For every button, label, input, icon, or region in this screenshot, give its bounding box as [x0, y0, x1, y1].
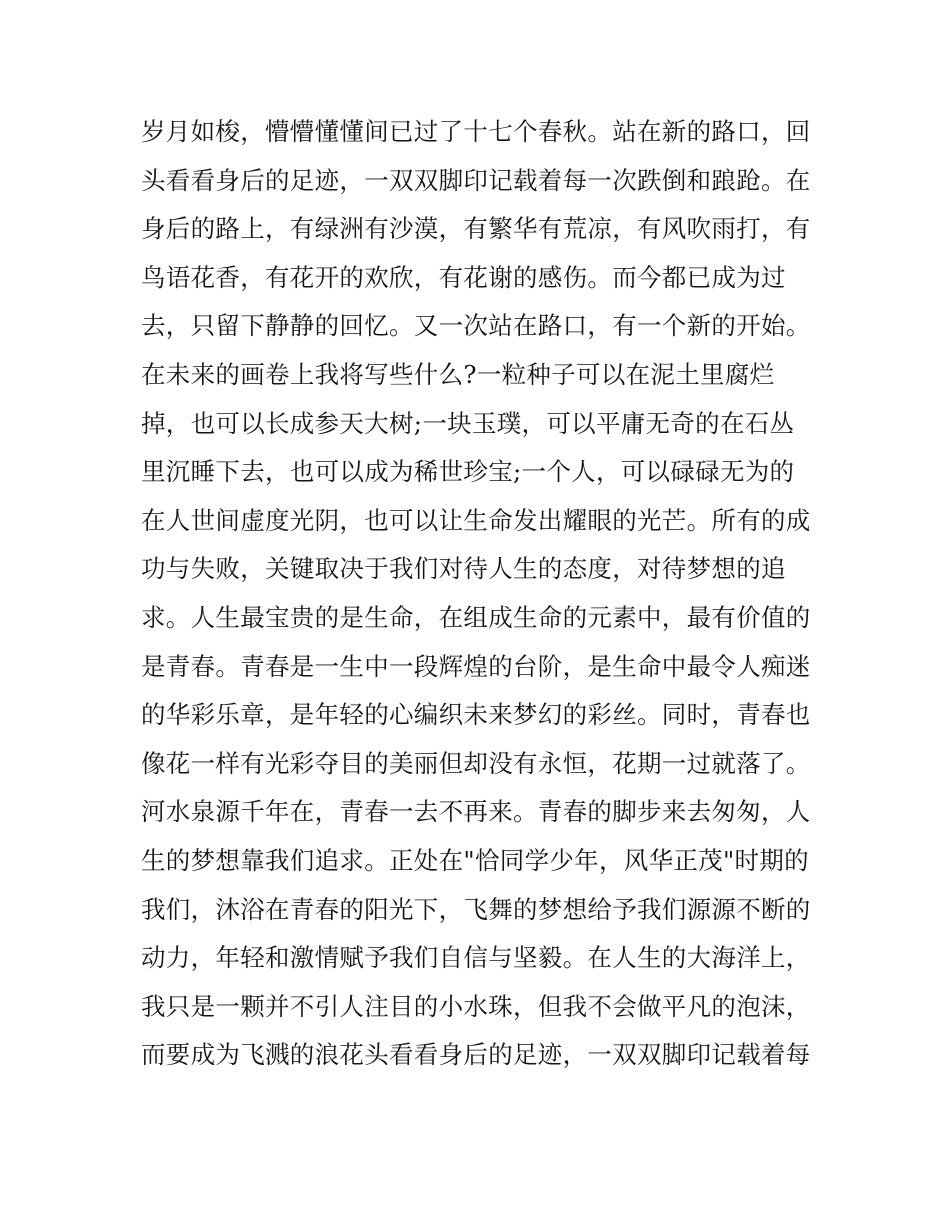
- text-line: 生的梦想靠我们追求。正处在"恰同学少年，风华正茂"时期的: [141, 845, 809, 875]
- text-line: 的华彩乐章，是年轻的心编织未来梦幻的彩丝。同时，青春也: [141, 700, 811, 730]
- text-line: 而要成为飞溅的浪花头看看身后的足迹，一双双脚印记载着每: [141, 1040, 811, 1070]
- text-line: 是青春。青春是一生中一段辉煌的台阶，是生命中最令人痴迷: [141, 651, 811, 681]
- text-line: 功与失败，关键取决于我们对待人生的态度，对待梦想的追: [141, 554, 786, 584]
- text-line: 我只是一颗并不引人注目的小水珠，但我不会做平凡的泡沫，: [141, 991, 811, 1021]
- text-line: 鸟语花香，有花开的欢欣，有花谢的感伤。而今都已成为过: [141, 262, 786, 292]
- text-line: 头看看身后的足迹，一双双脚印记载着每一次跌倒和踉跄。在: [141, 165, 811, 195]
- text-line: 河水泉源千年在，青春一去不再来。青春的脚步来去匆匆，人: [141, 797, 811, 827]
- text-line: 动力，年轻和激情赋予我们自信与坚毅。在人生的大海洋上，: [141, 943, 811, 973]
- text-line: 在未来的画卷上我将写些什么?一粒种子可以在泥土里腐烂: [141, 359, 775, 389]
- text-line: 身后的路上，有绿洲有沙漠，有繁华有荒凉，有风吹雨打，有: [141, 214, 811, 244]
- text-line: 去，只留下静静的回忆。又一次站在路口，有一个新的开始。: [141, 311, 811, 341]
- text-line: 里沉睡下去，也可以成为稀世珍宝;一个人，可以碌碌无为的: [141, 457, 795, 487]
- text-line: 在人世间虚度光阴，也可以让生命发出耀眼的光芒。所有的成: [141, 505, 811, 535]
- text-line: 像花一样有光彩夺目的美丽但却没有永恒，花期一过就落了。: [141, 748, 811, 778]
- text-line: 掉，也可以长成参天大树;一块玉璞，可以平庸无奇的在石丛: [141, 408, 795, 438]
- text-line: 求。人生最宝贵的是生命，在组成生命的元素中，最有价值的: [141, 602, 811, 632]
- text-line: 岁月如梭，懵懵懂懂间已过了十七个春秋。站在新的路口，回: [141, 117, 811, 146]
- text-line: 我们，沐浴在青春的阳光下，飞舞的梦想给予我们源源不断的: [141, 894, 811, 924]
- essay-paragraph: [141, 108, 821, 1080]
